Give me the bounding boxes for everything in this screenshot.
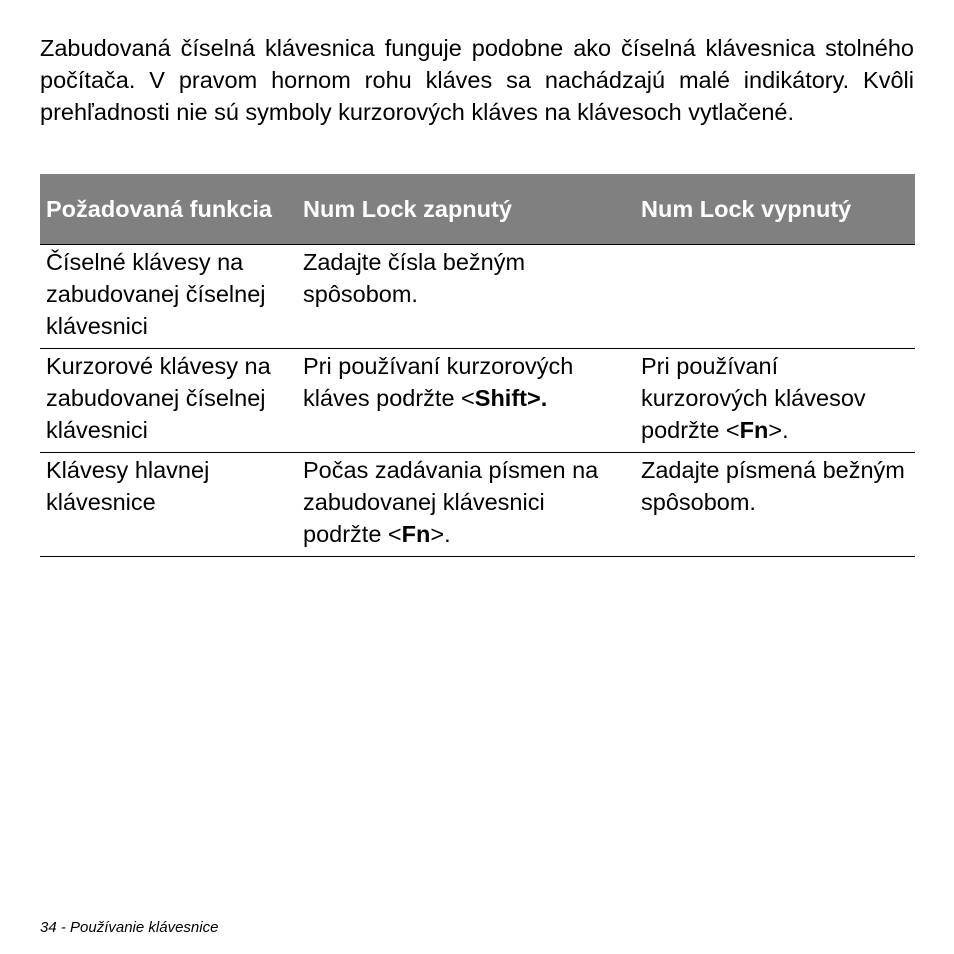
header-num-lock-off: Num Lock vypnutý (635, 174, 915, 245)
header-num-lock-on: Num Lock zapnutý (297, 174, 635, 245)
key-name: Fn (401, 521, 431, 547)
table-row (40, 349, 915, 453)
page-footer: 34 - Používanie klávesnice (40, 919, 219, 936)
numpad-function-table (40, 174, 915, 557)
key-name: Shift (474, 385, 527, 411)
cell-function: Klávesy hlavnej klávesnice (40, 453, 297, 557)
instruction-text: Pri používaní kurzorových klávesov podržte < (641, 353, 866, 443)
cell-num-lock-off: Zadajte písmená bežným spôsobom. (635, 453, 915, 557)
table-row (40, 453, 915, 557)
cell-num-lock-on: Zadajte čísla bežným spôsobom. (297, 245, 635, 349)
cell-function: Číselné klávesy na zabudovanej číselnej klávesnici (40, 245, 297, 349)
cell-num-lock-off (635, 245, 915, 349)
instruction-text: Pri používaní kurzorových kláves podržte < (303, 353, 574, 411)
cell-num-lock-on (297, 349, 635, 453)
instruction-text: Počas zadávania písmen na zabudovanej klávesnici podržte < (303, 457, 599, 547)
cell-num-lock-off (635, 349, 915, 453)
header-required-function: Požadovaná funkcia (40, 174, 297, 245)
instruction-text-end: >. (527, 385, 548, 411)
key-name: Fn (739, 417, 769, 443)
table-header-row (40, 174, 915, 245)
cell-function: Kurzorové klávesy na zabudovanej číselnej klávesnici (40, 349, 297, 453)
instruction-text-end: >. (430, 521, 451, 547)
table-row (40, 245, 915, 349)
instruction-text-end: >. (768, 417, 789, 443)
cell-num-lock-on (297, 453, 635, 557)
intro-paragraph: Zabudovaná číselná klávesnica funguje podobne ako číselná klávesnica stolného počítača. V pravom hornom rohu kláves sa nachádzajú malé indikátory. Kvôli prehľadnosti nie sú symboly kurzorových kláves na klávesoch vytlačené. (40, 35, 914, 125)
